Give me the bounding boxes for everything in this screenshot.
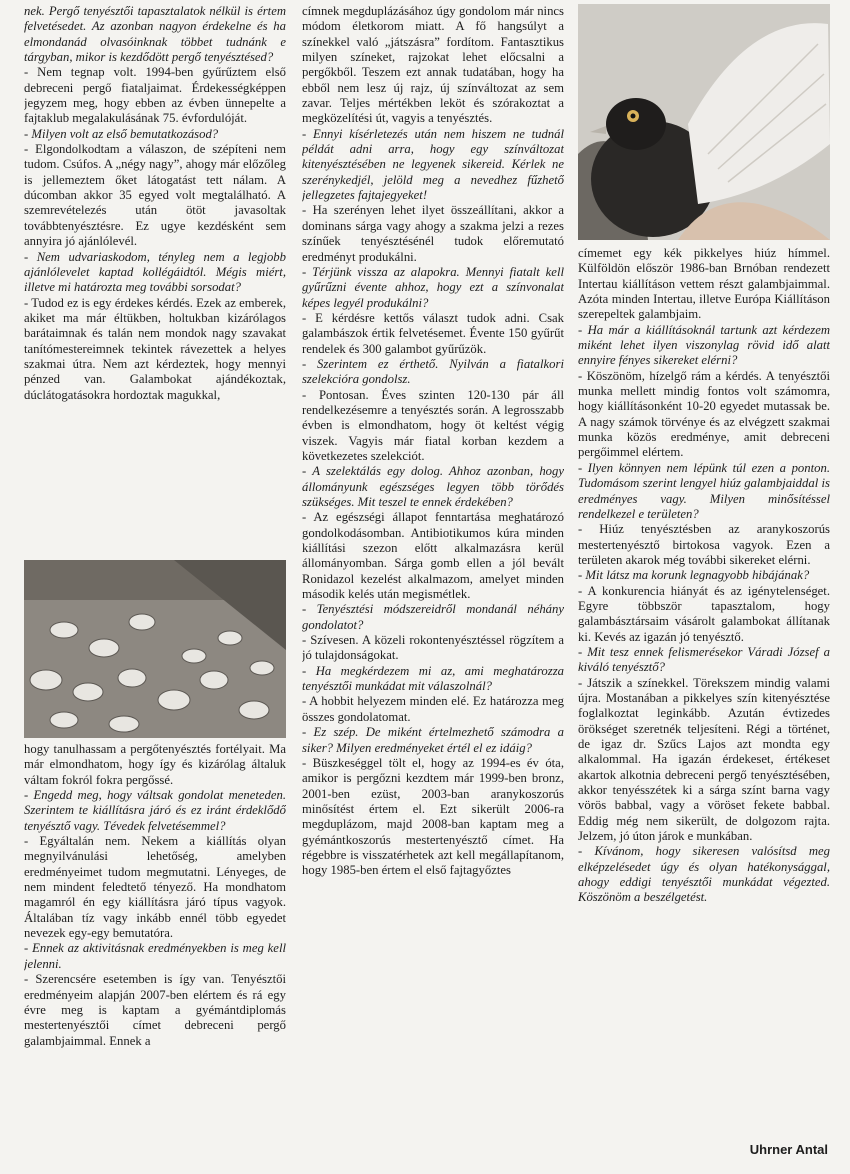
- interview-answer: - Ha szerényen lehet ilyet összeállítani, akkor a dominans sárga vagy ahogy a szakma jelzi a rezes színűek tenyésztésénél tudok előremutató eredményt produkálni.: [302, 203, 564, 264]
- interview-answer: - Hiúz tenyésztésben az aranykoszorús mestertenyésztő birtokosa vagyok. Ezen a területen akarok még további sikereket elérni.: [578, 522, 830, 567]
- interview-answer: - E kérdésre kettős választ tudok adni. Csak galambászok értik felvetésemet. Évente 150 gyűrűt rendelek és 300 galambot gyűrűzök.: [302, 310, 564, 356]
- pigeons-flock-illustration: [24, 560, 286, 738]
- interview-question: - Mit tesz ennek felismerésekor Váradi József a kiváló tenyésztő?: [578, 644, 830, 675]
- interview-question: - Ha már a kiállításoknál tartunk azt kérdezem miként lehet ilyen viszonylag rövid idő alatt ennyire fényes sikereket elérni?: [578, 322, 830, 368]
- interview-question: - Ennek az aktivitásnak eredményekben is meg kell jelenni.: [24, 941, 286, 971]
- pigeons-flock-photo: [24, 560, 286, 738]
- interview-question: - Térjünk vissza az alapokra. Mennyi fiatalt kell gyűrűzni évente ahhoz, hogy ezt a színvonalat képes legyél produkálni?: [302, 264, 564, 310]
- interview-answer: - Játszik a színekkel. Törekszem mindig valami újra. Mostanában a pikkelyes szín kitenyésztése foglalkoztat leginkább. Azután évtizedes örökséget szeretnék teljesíteni. Régi a történet, de igaz dr. Szűcs Lajos azt mondta egy alkalommal. Ha igazán érdekeset, értékeset akartok alkotnia debreceni pergő tenyésztésében, akkor tenyésszétek ki a sárga színt barna vagy vörös babbal, vagy a vöröset fekete babbal. Eddig még nem sikerült, de dolgozom rajta. Jelzem, jó úton járok e munkában.: [578, 675, 830, 844]
- interview-question: nek. Pergő tenyésztői tapasztalatok nélkül is értem felvetésedet. Az azonban nagyon érdekelne és ha elmondanád olvasóinknak többet tudnánk e tárgyban, mikor is kezdődött pergő tenyésztésed?: [24, 4, 286, 65]
- interview-question: - Ha megkérdezem mi az, ami meghatározza tenyésztői munkádat mit válaszolnál?: [302, 663, 564, 694]
- interview-answer: - A konkurencia hiányát és az igénytelenséget. Egyre többször tapasztalom, hogy galambásztársaim vásárolt galambokat állítanak ki. Kevés az igazán jó tenyésztő.: [578, 583, 830, 644]
- interview-answer: - Tudod ez is egy érdekes kérdés. Ezek az emberek, akiket ma már éltükben, holtukban kizárólagos barátaimnak és talán nem mondok nagy szavakat tanítómestereimnek tekintek rávezettek a helyes szakmai útra. Nem azt kérdeztek, hogy mennyi pénzed van. Galambokat ajándékoztak, dúclátogatásokra hordoztak magukkal,: [24, 295, 286, 402]
- interview-answer: - Köszönöm, hízelgő rám a kérdés. A tenyésztői munka mellett mindig fontos volt számomra, hogy kiállításonként 10-20 egyedet mutassak be. A nagy számok törvénye és az elvégzett szakmai munka közös eredménye, amit debreceni pergőimmel elértem.: [578, 368, 830, 460]
- interview-question: - Tenyésztési módszereidről mondanál néhány gondolatot?: [302, 602, 564, 632]
- interview-question: - Engedd meg, hogy váltsak gondolat meneteden. Szerintem te kiállításra járó és ez iránt érdeklődő tenyésztő vagy. Tévedek felvetésemmel?: [24, 788, 286, 833]
- interview-answer: címemet egy kék pikkelyes hiúz hímmel. Külföldön először 1986-ban Brnóban rendezett Intertau kiállításon vettem részt galambjaimmal. Azóta minden Intertau, illetve Európa Kiállításon szerepeltek galambjaim.: [578, 246, 830, 322]
- author-signature: Uhrner Antal: [749, 1142, 828, 1157]
- interview-answer: - Nem tegnap volt. 1994-ben gyűrűztem első debreceni pergő fiataljaimat. Érdekességképpen jegyzem meg, hogy ebben az évben ünnepelte a fajtaklub megalakulásának 75. évfordulóját.: [24, 65, 286, 126]
- interview-answer: - Elgondolkodtam a válaszon, de szépíteni nem tudom. Csúfos. A „négy nagy”, ahogy már előzőleg is jellemeztem őket látogatást tett nálam. A dúcomban akkor 35 egyed volt megtalálható. A szemrevételezés után ötöt javasoltak továbbtenyésztésre. Ez ugye kezdésként sem annyira jó ajánlólevél.: [24, 142, 286, 249]
- interview-question: - Mit látsz ma korunk legnagyobb hibájának?: [578, 568, 810, 583]
- column-3: [578, 246, 830, 1144]
- interview-question: - Kívánom, hogy sikeresen valósítsd meg elképzelésedet úgy és olyan hatékonysággal, ahogy eddigi tenyésztői munkádat végezted. Köszönöm a beszélgetést.: [578, 844, 830, 905]
- interview-question: - Ilyen könnyen nem lépünk túl ezen a ponton. Tudomásom szerint lengyel hiúz galambjaiddal is eredményes vagy. Milyen minősítéssel rendelkezel e területen?: [578, 460, 830, 521]
- column-1-top: [24, 4, 286, 558]
- interview-question: - Ez szép. De miként értelmezhető számodra a siker? Milyen eredményeket értél el ez idáig?: [302, 725, 564, 755]
- interview-answer: - Az egészségi állapot fenntartása meghatározó gondolkodásomban. Antibiotikumos kúra minden kiállítási szezon előtt alkalmazásra kerül állományomban. Sárga gomb ellen a jól bevált Ronidazol kezelést alkalmazom, amelyet minden második kelés után megismétlek.: [302, 510, 564, 602]
- interview-question: - A szelektálás egy dolog. Ahhoz azonban, hogy állományunk egészséges legyen több törődés szükséges. Mit teszel te ennek érdekében?: [302, 464, 564, 509]
- column-1-bottom: [24, 742, 286, 1168]
- interview-answer: címnek megduplázásához úgy gondolom már nincs módom életkorom miatt. A fő hangsúlyt a színekkel való „játszásra” fordítom. Fantasztikus milyen színeket, rajzokat lehet előcsalni a pergőkből. Teszem ezt annak tudatában, hogy ha ebből nem lesz új rajz, új színváltozat az sem zavar. Teljes mértékben leköt és szórakoztat a megközelítési út, vagyis a tenyésztés.: [302, 4, 564, 126]
- interview-question: - Nem udvariaskodom, tényleg nem a legjobb ajánlólevelet kaptad kollégáidtól. Mégis miért, illetve mi határozta meg további sorsodat?: [24, 249, 286, 295]
- column-2: [302, 4, 564, 1168]
- interview-question: - Ennyi kísérletezés után nem hiszem ne tudnál példát adni arra, hogy egy színváltozat kitenyésztésében ne legyenek sikereid. Kérlek ne szerénykedjél, jelöld meg a nevedhez fűzhető jellegzetes fajtajegyeket!: [302, 126, 564, 203]
- pigeon-held-illustration: [578, 4, 830, 240]
- interview-answer: - Pontosan. Éves szinten 120-130 pár áll rendelkezésemre a tenyésztés során. A legrosszabb évben is elmondhatom, hogy öt keltést végig viszek. Vagyis már fiatal korban kezdem a következetes szelekciót.: [302, 387, 564, 463]
- interview-answer: - Szerencsére esetemben is így van. Tenyésztői eredményeim alapján 2007-ben elértem és rá egy évre meg is kaptam a gyémántdiplomás mestertenyésztői címet debreceni pergő galambjaimmal. Ennek a: [24, 972, 286, 1048]
- interview-question: - Szerintem ez érthető. Nyilván a fiatalkori szelekcióra gondolsz.: [302, 356, 564, 387]
- interview-answer: - Büszkeséggel tölt el, hogy az 1994-es év óta, amikor is pergőzni kezdtem már 1999-ben bronz, 2001-ben ezüst, 2003-ban aranykoszorús minősítést értem el. Ezt sikerült 2006-ra megduplázom, majd 2008-ban kaptam meg a gyémántkoszorús mestertenyésztő címet. Ha régebbre is visszatérhetek azt kell megállapítanom, hogy 1985-ben értem el első fajtagyőztes: [302, 755, 564, 878]
- interview-answer: - Szívesen. A közeli rokontenyésztéssel rögzítem a jó tulajdonságokat.: [302, 633, 564, 663]
- interview-question: - Milyen volt az első bemutatkozásod?: [24, 126, 219, 141]
- interview-answer: - A hobbit helyezem minden elé. Ez határozza meg összes gondolatomat.: [302, 694, 564, 724]
- interview-answer: - Egyáltalán nem. Nekem a kiállítás olyan megnyilvánulási lehetőség, amelyben eredményeimet tudom megmutatni. Lényeges, de nem mindent feledtető tényező. Ha mondhatom magamról én egy kiállításra járó típus vagyok. Általában tíz vagy inkább ennél több egyedet nevezek egy-egy bemutatóra.: [24, 834, 286, 941]
- pigeon-held-in-hand-photo: [578, 4, 830, 240]
- interview-answer: hogy tanulhassam a pergőtenyésztés fortélyait. Ma már elmondhatom, hogy így és kizárólag általuk váltam fokról fokra pergőssé.: [24, 742, 286, 787]
